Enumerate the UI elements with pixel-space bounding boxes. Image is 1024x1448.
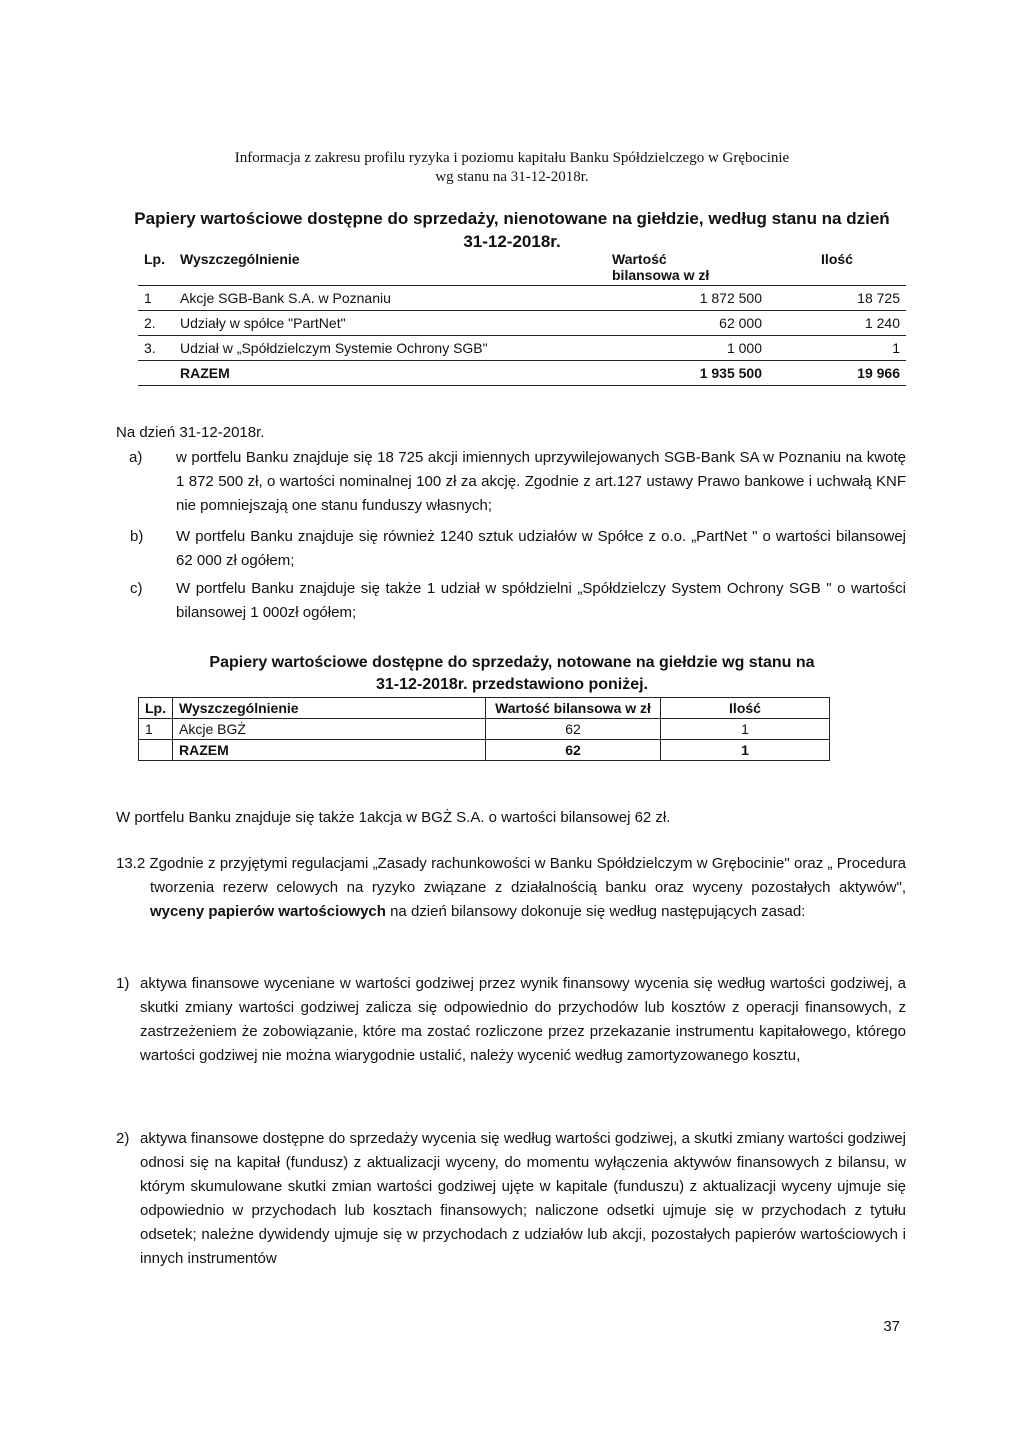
rule-2-text: aktywa finansowe dostępne do sprzedaży wycenia się według wartości godziwej, a skutki zmiany wartości godziwej odnosi się na kapitał (fundusz) z aktualizacji wyceny, do momentu wyłączenia aktywów finansowych z bilansu, w którym skumulowane skutki zmian wartości godziwej ujęte w kapitale (funduszu) z aktualizacji wyceny ujmuje się odpowiednio w przychodach lub kosztach finansowych; naliczone odsetki ujmuje się w przychodach z tytułu odsetek; należne dywidendy ujmuje się w przychodach z udziałów lub akcji, pozostałych papierów wartościowych i innych instrumentów [140,1130,906,1267]
table-header-row [138,249,906,286]
total-label: RAZEM [174,361,606,386]
header-name: Wyszczególnienie [173,698,486,719]
section2-title-line-2: 31-12-2018r. przedstawiono poniżej. [375,676,649,693]
page-number: 37 [883,1318,900,1335]
rule-1-marker: 1) [116,975,130,992]
bgz-note: W portfelu Banku znajduje się także 1akcja w BGŻ S.A. o wartości bilansowej 62 zł. [116,809,671,826]
row-value: 1 872 500 [606,286,768,311]
header-line-2: wg stanu na 31-12-2018r. [435,169,589,185]
total-value: 62 [486,740,661,761]
paragraph-text-before: Zgodnie z przyjętymi regulacjami „Zasady rachunkowości w Banku Spółdzielczym w Grębocinie" oraz „ Procedura tworzenia rezerw celowych na ryzyko związane z działalnością banku oraz wyceny pozostałych aktywów", [149,855,906,896]
paragraph-number: 13.2 [116,855,146,872]
row-value: 1 000 [606,336,768,361]
total-label: RAZEM [173,740,486,761]
row-lp: 1 [139,719,173,740]
section2-title-line-1: Papiery wartościowe dostępne do sprzedaży, notowane na giełdzie wg stanu na [209,654,815,671]
note-c-marker: c) [130,580,143,597]
row-lp: 1 [138,286,174,311]
row-qty: 1 [768,336,906,361]
row-value: 62 000 [606,311,768,336]
header-value-line-1: Wartość [612,251,667,267]
row-name: Udziały w spółce "PartNet" [174,311,606,336]
table-header-row [139,698,830,719]
table-total-row [139,740,830,761]
header-lp: Lp. [138,249,174,286]
row-qty: 1 240 [768,311,906,336]
table-row [138,286,906,311]
header-lp: Lp. [139,698,173,719]
unlisted-securities-table [138,249,906,386]
section1-title-line-1: Papiery wartościowe dostępne do sprzedaży, nienotowane na giełdzie, według stanu na dzień [134,209,890,228]
note-a [129,446,906,518]
total-qty: 1 [661,740,830,761]
note-b [130,525,906,573]
row-name: Akcje BGŻ [173,719,486,740]
row-name: Udział w „Spółdzielczym Systemie Ochrony SGB" [174,336,606,361]
row-qty: 18 725 [768,286,906,311]
row-qty: 1 [661,719,830,740]
paragraph-text-bold: wyceny papierów wartościowych [150,903,386,920]
header-value: Wartość bilansowa w zł [486,698,661,719]
note-c-text: W portfelu Banku znajduje się także 1 udział w spółdzielni „Spółdzielczy System Ochrony SGB " o wartości bilansowej 1 000zł ogółem; [176,580,906,621]
header-qty: Ilość [661,698,830,719]
total-qty: 19 966 [768,361,906,386]
note-a-text: w portfelu Banku znajduje się 18 725 akcji imiennych uprzywilejowanych SGB-Bank SA w Poznaniu na kwotę 1 872 500 zł, o wartości nominalnej 100 zł za akcję. Zgodnie z art.127 ustawy Prawo bankowe i uchwałą KNF nie pomniejszają one stanu funduszy własnych; [176,449,906,514]
note-b-marker: b) [130,528,144,545]
paragraph-13-2 [116,852,906,924]
row-name: Akcje SGB-Bank S.A. w Poznaniu [174,286,606,311]
header-line-1: Informacja z zakresu profilu ryzyka i poziomu kapitału Banku Spółdzielczego w Grębocinie [234,150,790,166]
table-row [138,311,906,336]
total-value: 1 935 500 [606,361,768,386]
table-row [139,719,830,740]
paragraph-text-after: na dzień bilansowy dokonuje się według następujących zasad: [385,903,806,920]
header-value [606,249,768,286]
note-b-text: W portfelu Banku znajduje się również 1240 sztuk udziałów w Spółce z o.o. „PartNet " o wartości bilansowej 62 000 zł ogółem; [176,528,906,569]
rule-1 [116,972,906,1068]
row-lp: 3. [138,336,174,361]
note-a-marker: a) [129,449,143,466]
table-total-row [138,361,906,386]
header-qty: Ilość [768,249,906,286]
listed-securities-table [138,697,830,761]
row-lp: 2. [138,311,174,336]
rule-2 [116,1127,906,1271]
table-row [138,336,906,361]
section1-title-line-2: 31-12-2018r. [463,232,561,251]
rule-1-text: aktywa finansowe wyceniane w wartości godziwej przez wynik finansowy wycenia się według wartości godziwej, a skutki zmiany wartości godziwej zalicza się odpowiednio do przychodów lub kosztów z operacji finansowych, z zastrzeżeniem że zobowiązanie, które ma zostać rozliczone przez przekazanie instrumentu kapitałowego, którego wartości godziwej nie można wiarygodnie ustalić, należy wycenić według zamortyzowanego kosztu, [140,975,906,1064]
note-c [130,577,906,625]
notes-date-line: Na dzień 31-12-2018r. [116,424,265,441]
rule-2-marker: 2) [116,1130,130,1147]
row-value: 62 [486,719,661,740]
header-value-line-2: bilansowa w zł [612,267,710,283]
header-name: Wyszczególnienie [174,249,606,286]
